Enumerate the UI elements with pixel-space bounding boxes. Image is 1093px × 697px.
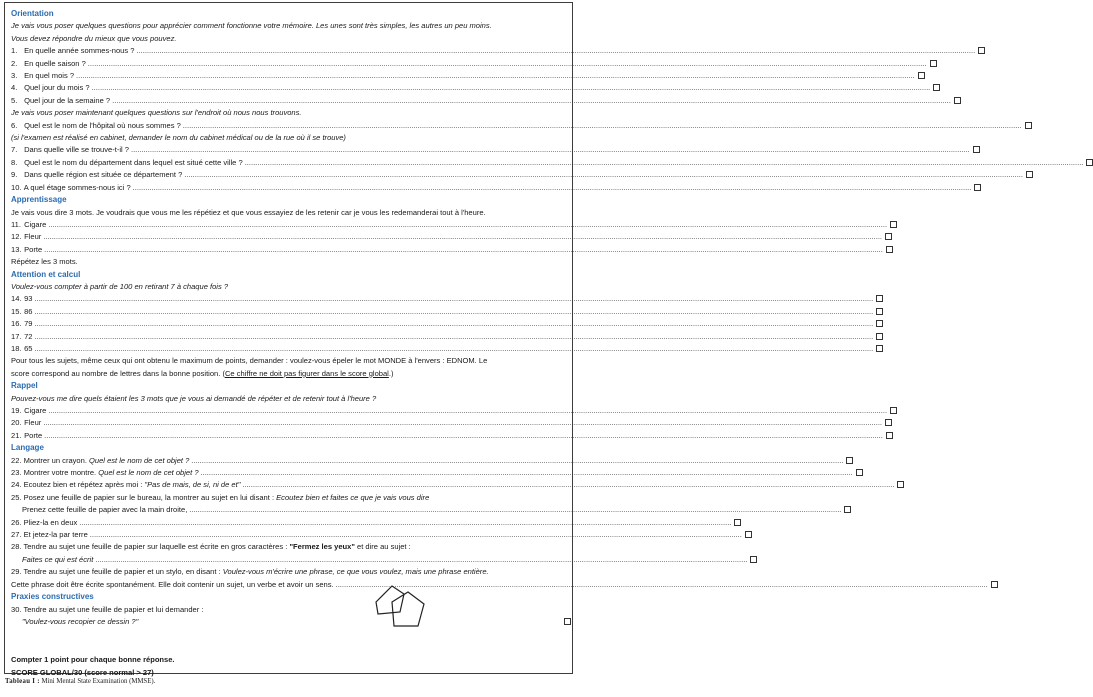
checkbox[interactable] (1086, 159, 1093, 166)
checkbox-27[interactable] (745, 531, 752, 538)
item-text: Cigare (24, 406, 47, 415)
rappel-item (11, 430, 883, 442)
leader-dots: ................................................................................................................................................................................................................................................................................................................................................................................................................ (184, 170, 1023, 180)
item-30: 30. Tendre au sujet une feuille de papier et lui demander : (11, 604, 204, 614)
item-24-text: 24. Ecoutez bien et répétez après moi : (11, 480, 145, 490)
attention-item (11, 318, 874, 330)
footer-line-2: SCORE GLOBAL/30 (score normal > 27) (11, 667, 154, 677)
item-28-text-end: et dire au sujet : (354, 542, 411, 552)
orientation-item (11, 95, 951, 107)
item-25-text: 25. Posez une feuille de papier sur le bureau, la montrer au sujet en lui disant : (11, 492, 277, 502)
intersecting-pentagons-figure (370, 582, 432, 632)
apprentissage-outro: Répétez les 3 mots. (11, 257, 78, 267)
item-text: Porte (24, 244, 43, 254)
leader-dots: ....................................................................................................................................................................................................................................................................................................................... (189, 505, 842, 515)
checkbox[interactable] (876, 345, 883, 352)
orientation-item (11, 144, 970, 156)
item-number: 10. (11, 182, 22, 192)
leader-dots: ................................................................................................................................................................................................................................................................................................................................................................................................................ (43, 418, 883, 428)
item-30-instruction: "Voulez-vous recopier ce dessin ?" (22, 616, 140, 628)
item-text: 72 (24, 331, 33, 341)
leader-dots: ................................................................................................................................................................................................................................................................................................................................................................................................................ (48, 219, 888, 229)
item-25 (11, 492, 571, 504)
attention-item (11, 343, 874, 355)
section-title-orientation: Orientation (11, 9, 54, 18)
item-text: 65 (24, 343, 33, 353)
checkbox[interactable] (954, 97, 961, 104)
item-number: 15. (11, 306, 22, 316)
attention-note-1: Pour tous les sujets, même ceux qui ont obtenu le maximum de points, demander : voulez-vous épeler le mot MONDE à l'envers : EDNOM. Le (11, 356, 488, 366)
section-title-rappel: Rappel (11, 381, 38, 391)
item-29-instruction: Voulez-vous m'écrire une phrase, ce que vous voulez, mais une phrase entière. (222, 567, 489, 577)
item-number: 3. (11, 71, 18, 81)
pentagon-right (392, 592, 424, 626)
leader-dots: ................................................................................................................................................................................................................................................................................................................................................................................................................ (91, 83, 931, 93)
leader-dots: ....................................................................................................................................................................................................................................................................................................................... (79, 517, 732, 527)
checkbox[interactable] (974, 184, 981, 191)
attention-item (11, 331, 874, 343)
leader-dots: ................................................................................................................................................................................................................................................................................................................................................................................................................ (48, 406, 888, 415)
orientation-item (11, 157, 1084, 169)
item-26-text: 26. Pliez-la en deux (11, 517, 79, 529)
leader-dots: ................................................................................................................................................................................................................................................................................................................................................................................................................ (130, 145, 970, 155)
item-text: En quelle année sommes-nous ? (24, 46, 135, 56)
checkbox-24[interactable] (897, 481, 904, 488)
item-number: 14. (11, 294, 22, 304)
checkbox[interactable] (886, 432, 893, 439)
item-29-text: 29. Tendre au sujet une feuille de papier et un stylo, en disant : (11, 567, 223, 577)
caption-head: Tableau I : (5, 678, 40, 685)
leader-dots: ................................................................................................................................................................................................................................................................................................................................................................................................................ (34, 306, 874, 316)
orientation-intro-2: Vous devez répondre du mieux que vous pouvez. (11, 33, 177, 43)
leader-dots: ................................................................................................................................................................................................................................................................................................................................................................................................................ (244, 157, 1084, 167)
checkbox[interactable] (876, 320, 883, 327)
item-number: 19. (11, 406, 22, 415)
leader-dots: ................................................................................................................................................................................................................................................................................................................................................................................................................ (34, 294, 874, 304)
footer-line-1: Compter 1 point pour chaque bonne réponse. (11, 655, 175, 665)
leader-dots: ................................................................................................................................................................................................................................................................................................................................................................................................................ (34, 343, 874, 353)
item-29-sub-text: Cette phrase doit être écrite spontanément. Elle doit contenir un sujet, un verbe et avoir un sens. (11, 579, 336, 591)
item-22-question: Quel est le nom de cet objet ? (89, 455, 190, 465)
leader-dots: ................................................................................................................................................................................................................................................................................................................................................................................................................ (43, 232, 883, 242)
attention-note-2a: score correspond au nombre de lettres dans la bonne position. ( (11, 368, 225, 378)
checkbox[interactable] (933, 84, 940, 91)
item-23-question: Quel est le nom de cet objet ? (98, 468, 199, 478)
section-title-attention: Attention et calcul (11, 269, 81, 279)
checkbox[interactable] (876, 333, 883, 340)
item-text: En quel mois ? (24, 71, 75, 81)
orientation-intro: Je vais vous poser quelques questions pour apprécier comment fonctionne votre mémoire. Les unes sont très simples, les autres un peu moins. (11, 21, 492, 31)
checkbox-30[interactable] (564, 618, 571, 625)
apprentissage-intro: Je vais vous dire 3 mots. Je voudrais que vous me les répétiez et que vous essayiez de les retenir car je vous les redemanderai tout à l'heure. (11, 207, 486, 217)
orientation-item (11, 182, 972, 194)
checkbox[interactable] (978, 47, 985, 54)
attention-item (11, 306, 874, 318)
leader-dots: ................................................................................................................................................................................................................................................................................................................................................................................................................ (182, 120, 1022, 130)
orientation-item (11, 169, 1023, 181)
item-text: Dans quelle région est située ce département ? (24, 170, 183, 180)
leader-dots: ................................................................................................................................................................................................................................................................................................................................................................................................................ (112, 95, 951, 105)
item-27-text: 27. Et jetez-la par terre (11, 529, 90, 541)
caption-text: Mini Mental State Examination (MMSE). (39, 678, 156, 685)
leader-dots: ................................................................................................................................................................................................................................................................................................................................................................................................................ (44, 430, 883, 440)
item-text: En quelle saison ? (24, 58, 86, 68)
item-number: 7. (11, 145, 18, 155)
item-28-text: 28. Tendre au sujet une feuille de papier sur laquelle est écrite en gros caractères : (11, 542, 290, 552)
orientation-item (11, 120, 1022, 132)
leader-dots: ....................................................................................................................................................................................................................................................................................................................... (335, 579, 988, 589)
item-text: A quel étage sommes-nous ici ? (23, 182, 131, 192)
item-22 (11, 455, 844, 467)
item-22-text: 22. Montrer un crayon. (11, 455, 90, 465)
checkbox[interactable] (1026, 171, 1033, 178)
leader-dots: ................................................................................................................................................................................................................................................................................................................................................................................................................ (44, 244, 883, 254)
item-number: 6. (11, 120, 18, 130)
item-number: 20. (11, 418, 22, 428)
checkbox[interactable] (885, 233, 892, 240)
checkbox[interactable] (886, 246, 893, 253)
rappel-intro: Pouvez-vous me dire quels étaient les 3 mots que je vous ai demandé de répéter et de retenir tout à l'heure ? (11, 393, 377, 403)
item-text: Fleur (24, 232, 42, 242)
item-24 (11, 479, 895, 491)
item-24-phrase: "Pas de mais, de si, ni de et" (144, 480, 241, 490)
item-25-sub (11, 504, 842, 516)
orientation-item (11, 45, 976, 57)
leader-dots: ....................................................................................................................................................................................................................................................................................................................... (95, 554, 748, 564)
item-number: 8. (11, 157, 18, 167)
item-number: 12. (11, 232, 22, 242)
mmse-form (11, 8, 1084, 679)
attention-item (11, 293, 874, 305)
orientation-item (11, 70, 915, 82)
leader-dots: ................................................................................................................................................................................................................................................................................................................................................................................................................ (87, 58, 927, 68)
orientation-item (11, 82, 931, 94)
item-number: 11. (11, 219, 21, 229)
apprentissage-item (11, 219, 888, 231)
checkbox[interactable] (1025, 122, 1032, 129)
section-title-apprentissage: Apprentissage (11, 195, 67, 205)
apprentissage-item (11, 244, 883, 256)
item-text: Cigare (24, 219, 47, 229)
item-text: Quel est le nom de l'hôpital où nous sommes ? (24, 120, 181, 130)
item-25-instruction: Ecoutez bien et faites ce que je vais vous dire (276, 492, 430, 502)
attention-note-2c: .) (388, 368, 394, 378)
item-28 (11, 541, 571, 553)
item-number: 18. (11, 343, 22, 353)
item-text: 86 (24, 306, 33, 316)
item-text: Quel jour du mois ? (24, 83, 90, 93)
leader-dots: ................................................................................................................................................................................................................................................................................................................................................................................................................ (34, 331, 874, 341)
leader-dots: ................................................................................................................................................................................................................................................................................................................................................................................................................ (136, 46, 976, 56)
leader-dots: ................................................................................................................................................................................................................................................................................................................................................................................................................ (76, 71, 915, 81)
item-29 (11, 566, 571, 578)
checkbox[interactable] (890, 221, 897, 228)
checkbox[interactable] (876, 308, 883, 315)
table-caption (5, 678, 155, 685)
item-26 (11, 517, 732, 529)
checkbox[interactable] (876, 295, 883, 302)
item-23 (11, 467, 853, 479)
rappel-item (11, 405, 888, 417)
item-number: 13. (11, 244, 22, 254)
checkbox-22[interactable] (846, 457, 853, 464)
rappel-item (11, 417, 883, 429)
checkbox-23[interactable] (856, 469, 863, 476)
checkbox[interactable] (918, 72, 925, 79)
attention-intro: Voulez-vous compter à partir de 100 en retirant 7 à chaque fois ? (11, 281, 229, 291)
item-text: 79 (24, 319, 33, 329)
item-27 (11, 529, 742, 541)
item-text: 93 (24, 294, 33, 304)
item-30-sub (11, 616, 571, 628)
item-number: 17. (11, 331, 22, 341)
checkbox-28[interactable] (750, 556, 757, 563)
item-number: 16. (11, 319, 22, 329)
checkbox[interactable] (885, 419, 892, 426)
orientation-intro-3: Je vais vous poser maintenant quelques questions sur l'endroit où nous nous trouvons. (11, 108, 302, 118)
item-number: 4. (11, 83, 18, 93)
item-number: 21. (11, 430, 22, 440)
item-23-text: 23. Montrer votre montre. (11, 468, 99, 478)
checkbox-29[interactable] (991, 581, 998, 588)
section-title-praxies: Praxies constructives (11, 592, 94, 602)
section-title-langage: Langage (11, 443, 44, 453)
item-25-sub-text: Prenez cette feuille de papier avec la main droite, (22, 504, 189, 516)
leader-dots: ....................................................................................................................................................................................................................................................................................................................... (242, 480, 895, 490)
leader-dots: ....................................................................................................................................................................................................................................................................................................................... (200, 468, 853, 478)
checkbox[interactable] (890, 407, 897, 414)
leader-dots: ................................................................................................................................................................................................................................................................................................................................................................................................................ (34, 319, 874, 329)
item-text: Quel est le nom du département dans lequel est situé cette ville ? (24, 157, 243, 167)
item-28-command: "Fermez les yeux" (289, 542, 355, 552)
leader-dots: ....................................................................................................................................................................................................................................................................................................................... (89, 530, 742, 540)
item-number: 9. (11, 170, 18, 180)
item-28-sub (11, 554, 748, 566)
leader-dots: ................................................................................................................................................................................................................................................................................................................................................................................................................ (132, 182, 972, 192)
item-text: Fleur (24, 418, 42, 428)
item-28-instruction: Faites ce qui est écrit (22, 554, 95, 566)
checkbox-26[interactable] (734, 519, 741, 526)
item-number: 5. (11, 95, 18, 105)
apprentissage-item (11, 231, 883, 243)
attention-note-2 (11, 368, 571, 380)
checkbox[interactable] (973, 146, 980, 153)
pentagon-left (376, 586, 404, 614)
item-text: Dans quelle ville se trouve-t-il ? (24, 145, 129, 155)
checkbox[interactable] (930, 60, 937, 67)
orientation-item (11, 58, 927, 70)
item-29-sub (11, 579, 988, 591)
leader-dots: ....................................................................................................................................................................................................................................................................................................................... (191, 455, 844, 465)
item-number: 1. (11, 46, 18, 56)
orientation-note: (si l'examen est réalisé en cabinet, demander le nom du cabinet médical ou de la rue où il se trouve) (11, 133, 346, 143)
item-text: Porte (24, 430, 43, 440)
checkbox-25[interactable] (844, 506, 851, 513)
attention-note-2b: Ce chiffre ne doit pas figurer dans le score global (224, 368, 389, 378)
item-number: 2. (11, 58, 18, 68)
item-text: Quel jour de la semaine ? (24, 95, 111, 105)
